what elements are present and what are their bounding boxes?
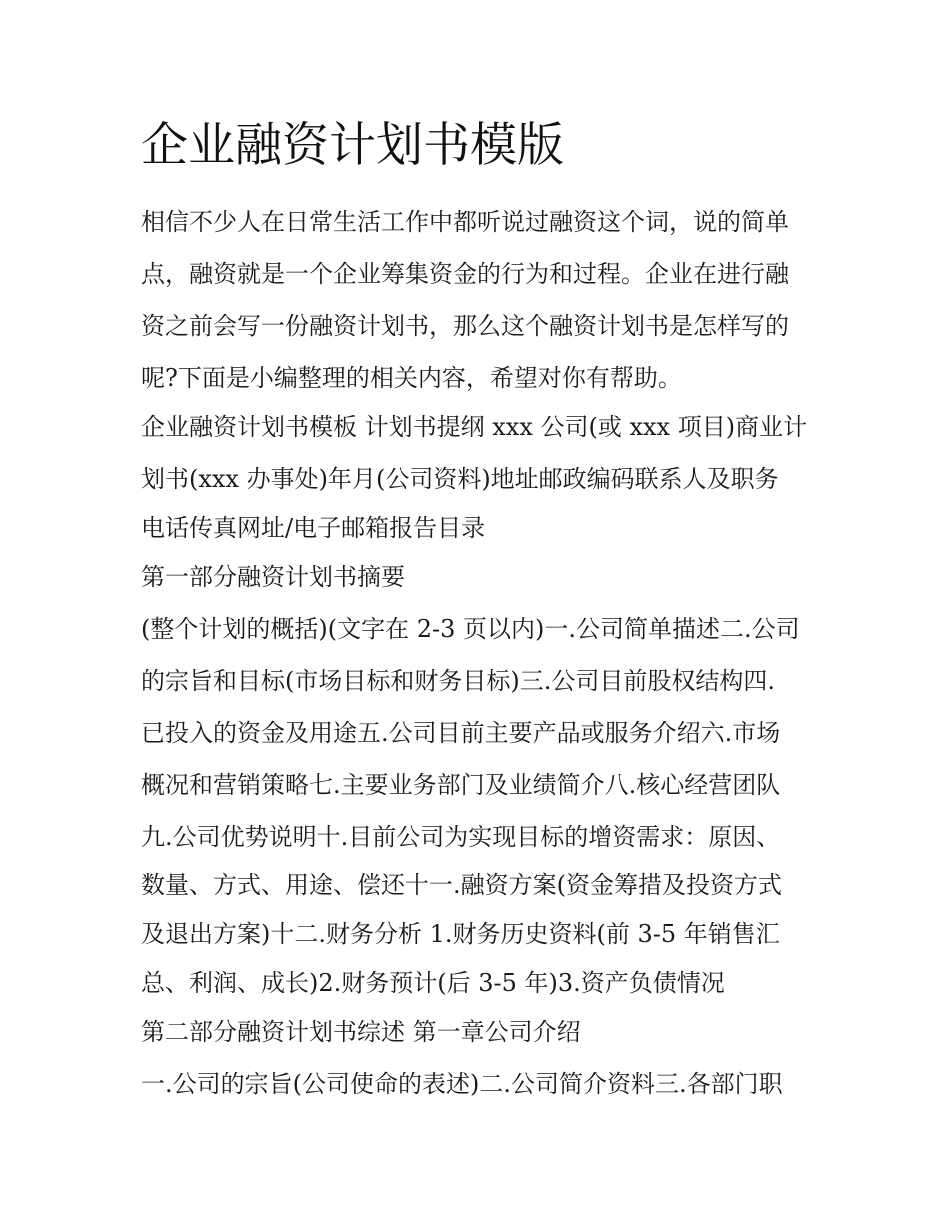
summary-line-4: 概况和营销策略七.主要业务部门及业绩简介八.核心经营团队 [141, 771, 781, 799]
outline-line-3: 电话传真网址/电子邮箱报告目录 [141, 514, 486, 542]
company-intro-line-1: 一.公司的宗旨(公司使命的表述)二.公司简介资料三.各部门职 [141, 1070, 783, 1098]
outline-line-1: 企业融资计划书模板 计划书提纲 xxx 公司(或 xxx 项目)商业计 [141, 413, 808, 441]
section-heading-part-two: 第二部分融资计划书综述 第一章公司介绍 [141, 1018, 581, 1046]
summary-line-7: 及退出方案)十二.财务分析 1.财务历史资料(前 3-5 年销售汇 [141, 920, 780, 948]
summary-line-2: 的宗旨和目标(市场目标和财务目标)三.公司目前股权结构四. [141, 667, 775, 695]
intro-line-1: 相信不少人在日常生活工作中都听说过融资这个词，说的简单 [141, 208, 789, 236]
section-heading-part-one: 第一部分融资计划书摘要 [141, 563, 405, 591]
summary-line-3: 已投入的资金及用途五.公司目前主要产品或服务介绍六.市场 [141, 719, 781, 747]
document-title: 企业融资计划书模版 [141, 118, 564, 173]
summary-line-8: 总、利润、成长)2.财务预计(后 3-5 年)3.资产负债情况 [141, 969, 725, 997]
intro-line-3: 资之前会写一份融资计划书，那么这个融资计划书是怎样写的 [141, 312, 789, 340]
intro-line-2: 点，融资就是一个企业筹集资金的行为和过程。企业在进行融 [141, 260, 789, 288]
intro-line-4: 呢?下面是小编整理的相关内容，希望对你有帮助。 [141, 364, 682, 392]
summary-line-5: 九.公司优势说明十.目前公司为实现目标的增资需求：原因、 [141, 823, 781, 851]
summary-line-1: (整个计划的概括)(文字在 2-3 页以内)一.公司简单描述二.公司 [141, 615, 800, 643]
outline-line-2: 划书(xxx 办事处)年月(公司资料)地址邮政编码联系人及职务 [141, 465, 779, 493]
summary-line-6: 数量、方式、用途、偿还十一.融资方案(资金筹措及投资方式 [141, 871, 782, 899]
